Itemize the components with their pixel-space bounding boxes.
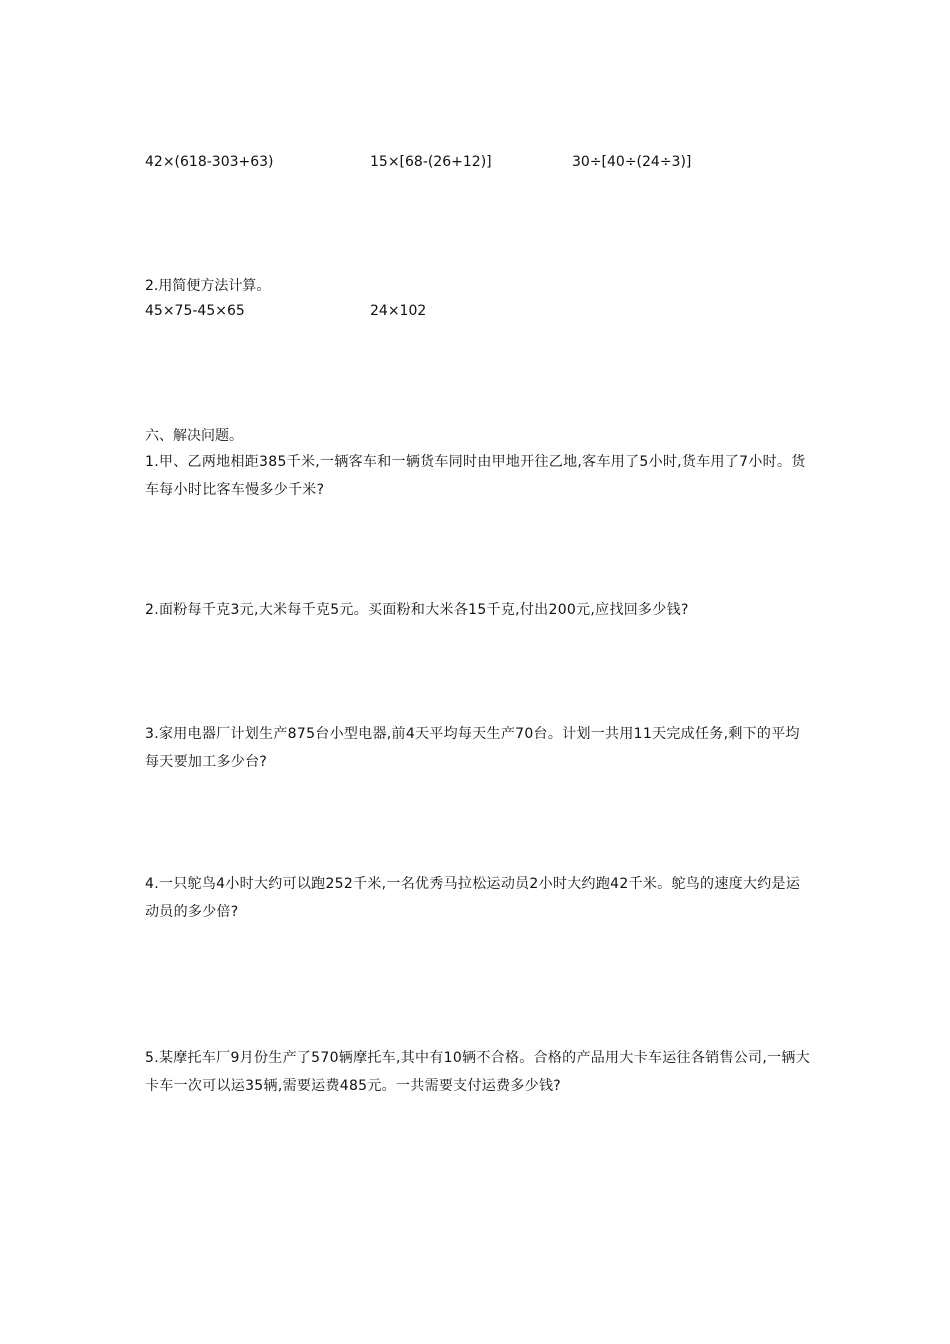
word-problem-1: 1.甲、乙两地相距385千米,一辆客车和一辆货车同时由甲地开往乙地,客车用了5小时,货车用了7小时。货车每小时比客车慢多少千米?	[145, 454, 806, 498]
word-problem-2: 2.面粉每千克3元,大米每千克5元。买面粉和大米各15千克,付出200元,应找回多少钱?	[145, 602, 689, 618]
expression-1: 42×(618-303+63)	[145, 154, 274, 170]
expression-3: 30÷[40÷(24÷3)]	[572, 154, 692, 170]
simplify-expression-2: 24×102	[370, 303, 427, 319]
word-problem-3: 3.家用电器厂计划生产875台小型电器,前4天平均每天生产70台。计划一共用11天完成任务,剩下的平均每天要加工多少台?	[145, 726, 800, 770]
section-6-heading: 六、解决问题。	[145, 428, 243, 444]
word-problem-5: 5.某摩托车厂9月份生产了570辆摩托车,其中有10辆不合格。合格的产品用大卡车运往各销售公司,一辆大卡车一次可以运35辆,需要运费485元。一共需要支付运费多少钱?	[145, 1050, 810, 1094]
expression-2: 15×[68-(26+12)]	[370, 154, 492, 170]
section-2-heading: 2.用简便方法计算。	[145, 278, 271, 294]
simplify-expression-1: 45×75-45×65	[145, 303, 245, 319]
word-problem-4: 4.一只鸵鸟4小时大约可以跑252千米,一名优秀马拉松运动员2小时大约跑42千米。鸵鸟的速度大约是运动员的多少倍?	[145, 876, 801, 920]
